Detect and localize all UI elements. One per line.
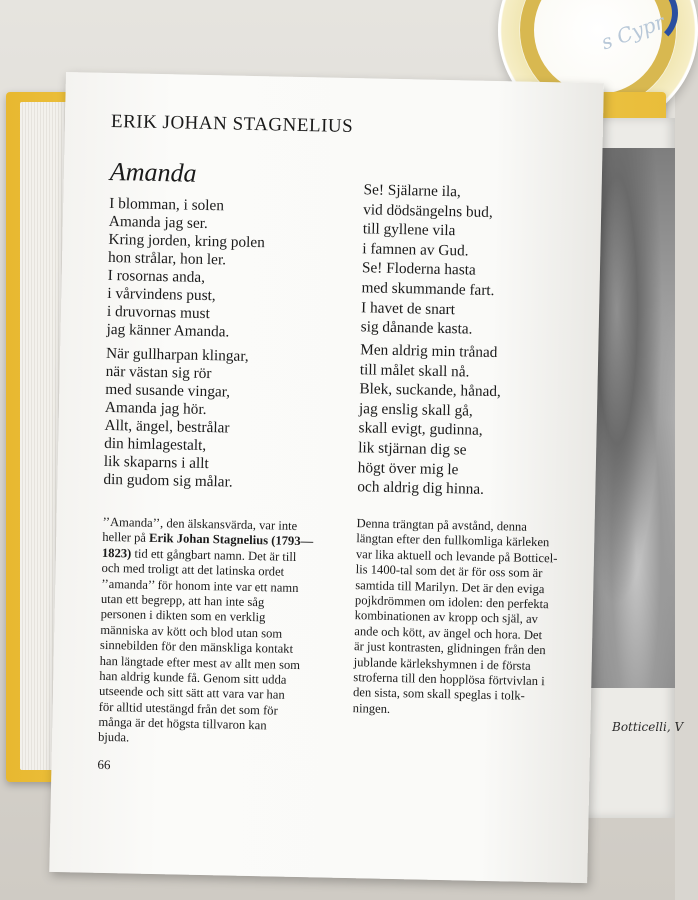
author-dates-bold: 1823) — [101, 545, 132, 561]
prose-line: för alltid utestängd från det som för — [98, 699, 278, 718]
book-page — [49, 72, 604, 883]
prose-line: Denna trängtan på avstånd, denna — [356, 516, 528, 534]
prose-line: är just kontrasten, glidningen från den — [353, 639, 546, 658]
verse-line: i famnen av Gud. — [362, 240, 469, 260]
poem-left-stanza-1 — [106, 195, 265, 342]
verse-line: med skummande fart. — [361, 279, 495, 299]
verse-line: hon strålar, hon ler. — [107, 248, 227, 269]
prose-line: han längtade efter mest av allt men som — [99, 653, 301, 672]
poem-left-stanza-2 — [103, 345, 249, 492]
author-heading: ERIK JOHAN STAGNELIUS — [110, 110, 354, 138]
prose-line: längtan efter den fullkomliga kärleken — [356, 531, 550, 550]
prose-line: ningen. — [352, 700, 391, 716]
verse-line: Kring jorden, kring polen — [108, 230, 265, 252]
poem-right-stanza-2 — [357, 340, 502, 500]
verse-line: din gudom sig målar. — [103, 470, 233, 491]
verse-line: I rosornas anda, — [107, 266, 206, 286]
prose-line: 1823) tid ett gångbart namn. Det är till — [101, 545, 297, 564]
prose-line: personen i dikten som en verklig — [100, 607, 266, 625]
prose-line: sinnebilden för den mänskliga kontakt — [99, 637, 294, 657]
page-number: 66 — [97, 756, 111, 773]
verse-line: till målet skall nå. — [359, 360, 470, 381]
prose-line: och med troligt att det latinska ordet — [101, 561, 285, 579]
commentary-left — [98, 515, 314, 750]
verse-line: med susande vingar, — [105, 380, 231, 401]
prose-line: utan ett begrepp, att han inte såg — [100, 591, 265, 610]
verse-line: när västan sig rör — [105, 362, 212, 383]
prose-line: ande och kött, av ängel och hora. Det — [354, 623, 543, 642]
poem-title: Amanda — [109, 156, 197, 188]
prose-line: var lika aktuell och levande på Botticel- — [355, 546, 558, 566]
prose-line: den sista, som skall speglas i tolk- — [352, 685, 525, 704]
verse-line: vid dödsängelns bud, — [363, 200, 493, 221]
prose-line: människa av kött och blod utan som — [100, 622, 283, 641]
plate-lettering: s Cypr — [597, 9, 668, 55]
verse-line: jag enslig skall gå, — [358, 399, 474, 420]
prose-line: kombinationen av kropp och själ, av — [354, 608, 539, 627]
prose-line: pojkdrömmen om idolen: den perfekta — [354, 593, 549, 612]
prose-line: många är det högsta tillvaron kan — [98, 714, 267, 733]
verse-line: högt över mig le — [357, 458, 459, 478]
verse-line: skall evigt, gudinna, — [358, 419, 483, 440]
prose-line: stroferna till den hopplösa förtvivlan i — [353, 670, 545, 689]
verse-line: Allt, ängel, bestrålar — [104, 416, 230, 437]
verse-line: och aldrig dig hinna. — [357, 478, 485, 498]
poem-right-stanza-1 — [361, 180, 497, 340]
verse-line: I blomman, i solen — [109, 194, 225, 215]
prose-line: jublande kärlekshymnen i de första — [353, 654, 531, 673]
verse-line: lik stjärnan dig se — [358, 439, 467, 459]
verse-line: i vårvindens pust, — [107, 284, 216, 305]
verse-line: Men aldrig min trånad — [360, 341, 498, 362]
verse-line: När gullharpan klingar, — [105, 344, 249, 365]
verse-line: jag känner Amanda. — [106, 320, 230, 341]
verse-line: till gyllene vila — [362, 220, 456, 240]
prose-line: lis 1400-tal som det är för oss som är — [355, 562, 543, 581]
commentary-right — [353, 516, 559, 720]
verse-line: din himlagestalt, — [104, 434, 207, 455]
verse-line: sig dånande kasta. — [360, 318, 473, 338]
verse-line: lik skaparns i allt — [103, 452, 209, 473]
prose-line: heller på Erik Johan Stagnelius (1793— — [102, 530, 314, 549]
verse-line: Se! Själarne ila, — [363, 181, 462, 201]
verse-line: i druvornas must — [106, 302, 210, 323]
author-name-bold: Erik Johan Stagnelius (1793— — [148, 531, 314, 549]
verse-line: Blek, suckande, hånad, — [359, 380, 502, 401]
verse-line: Amanda jag hör. — [104, 398, 207, 419]
verse-line: Se! Floderna hasta — [361, 259, 476, 279]
verse-line: I havet de snart — [360, 298, 456, 318]
prose-line: samtida till Marilyn. Det är den eviga — [355, 577, 545, 596]
prose-line: bjuda. — [97, 730, 130, 745]
illustration-caption: Botticelli, V — [612, 720, 684, 734]
prose-line: han aldrig kunde få. Genom sitt udda — [99, 668, 287, 687]
prose-line: ’’Amanda’’, den älskansvärda, var inte — [102, 514, 298, 533]
prose-line: utseende och sitt sätt att vara var han — [98, 684, 285, 703]
prose-line: ’’amanda’’ för honom inte var ett namn — [101, 576, 299, 595]
verse-line: Amanda jag ser. — [108, 212, 209, 233]
